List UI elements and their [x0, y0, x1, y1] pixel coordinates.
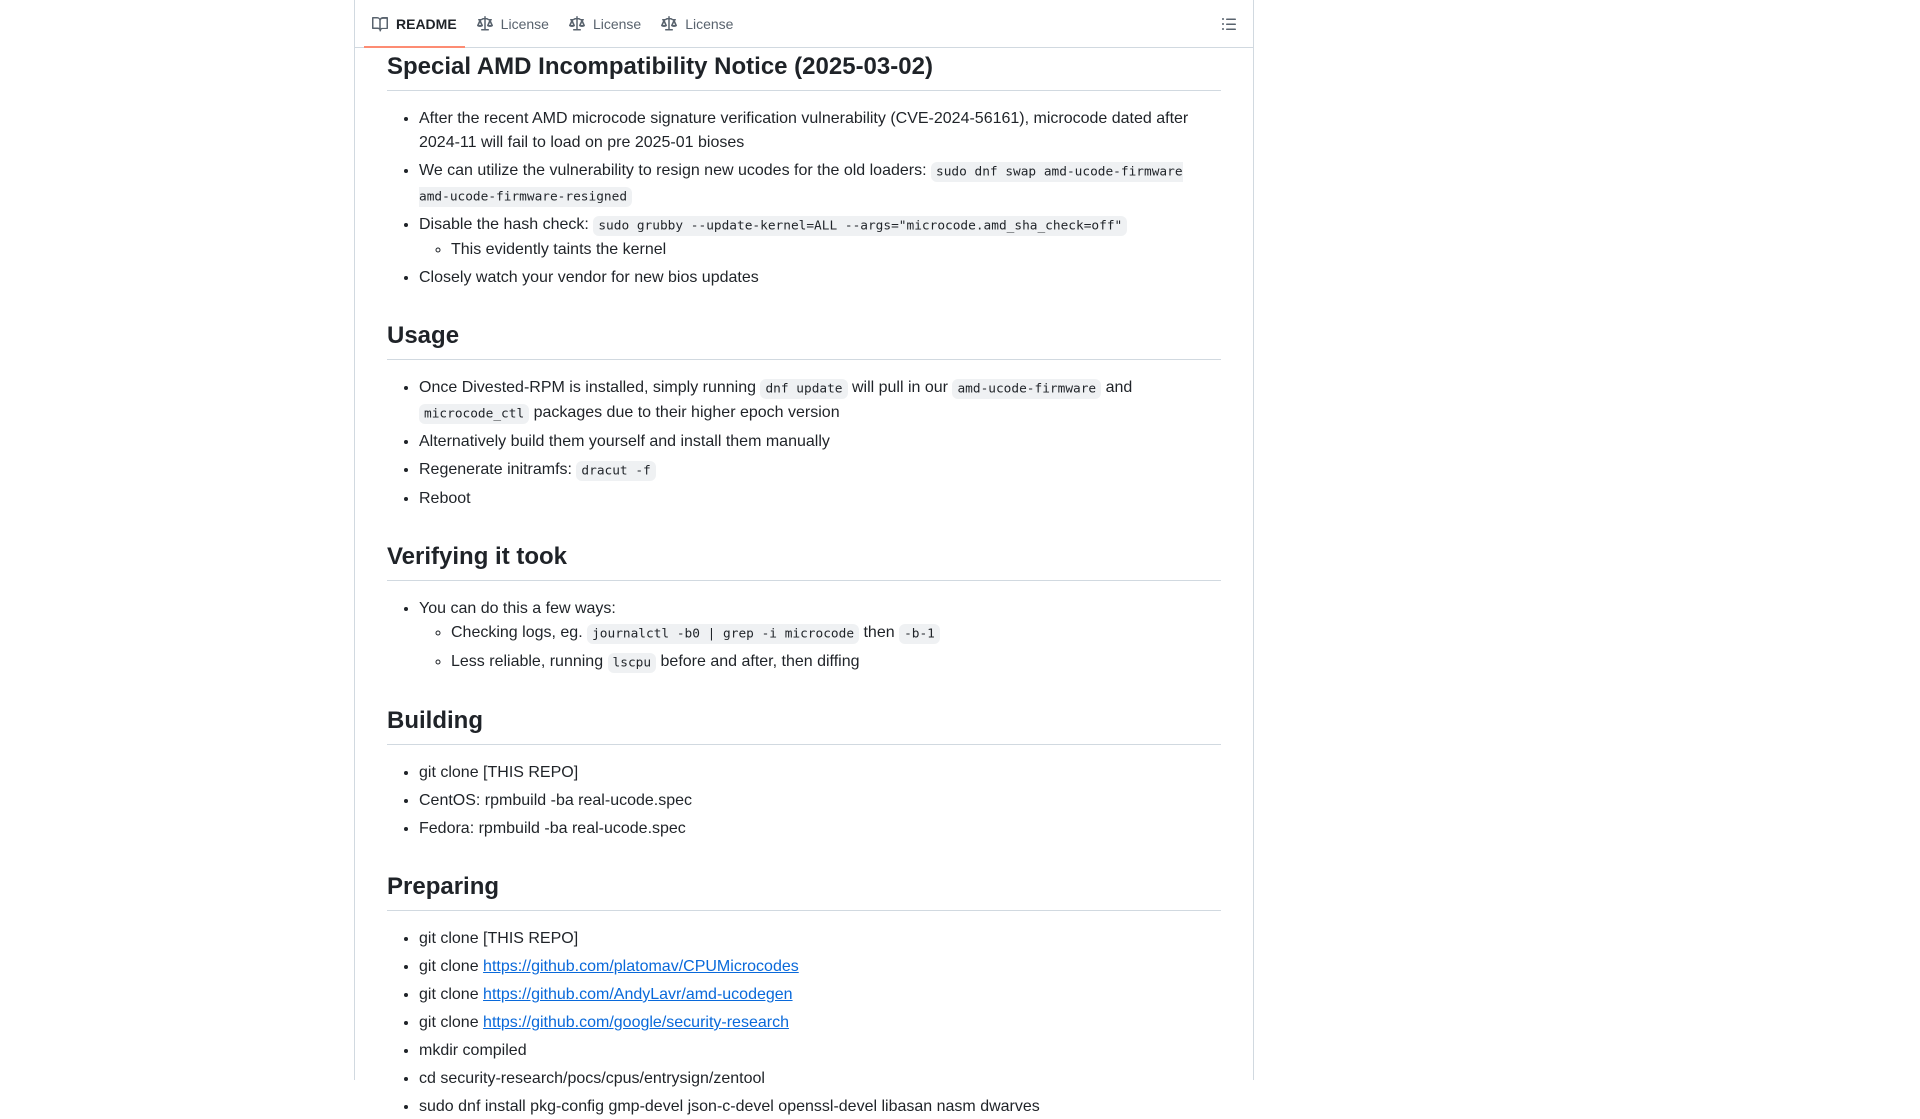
list-item: [419, 983, 1221, 1007]
list-text: packages due to their higher epoch version: [529, 404, 840, 421]
heading-verifying: Verifying it took: [387, 542, 1221, 581]
inline-code: lscpu: [608, 653, 657, 673]
list-text: We can utilize the vulnerability to resign new ucodes for the old loaders:: [419, 162, 931, 179]
list-text: and: [1101, 379, 1133, 396]
list-item: • Alternatively build them yourself and install them manually: [419, 430, 1221, 454]
inline-code: amd-ucode-firmware: [952, 379, 1101, 399]
list-text: then: [859, 624, 900, 641]
list-text: Less reliable, running: [451, 653, 608, 670]
building-list: [387, 761, 1221, 841]
sub-list-item: [451, 650, 1221, 675]
heading-building: Building: [387, 706, 1221, 745]
inline-code: -b-1: [899, 624, 940, 644]
heading-amd-notice: Special AMD Incompatibility Notice (2025-03-02): [387, 52, 1221, 91]
tab-license-1[interactable]: [469, 0, 557, 47]
list-item: [419, 213, 1221, 262]
list-item: [419, 159, 1221, 209]
law-icon: [477, 16, 493, 32]
verifying-list: [387, 597, 1221, 675]
preparing-list: [387, 927, 1221, 1119]
tab-license-label: License: [500, 15, 549, 32]
list-item: • Reboot: [419, 487, 1221, 511]
book-icon: [372, 16, 388, 32]
list-item: [419, 458, 1221, 483]
list-text: will pull in our: [847, 379, 953, 396]
amd-notice-list: [387, 107, 1221, 290]
law-icon: [661, 16, 677, 32]
list-item: • CentOS: rpmbuild -ba real-ucode.spec: [419, 789, 1221, 813]
readme-panel: [354, 0, 1254, 1115]
usage-list: [387, 376, 1221, 511]
list-item: • git clone [THIS REPO]: [419, 927, 1221, 951]
link-cpumicrocodes[interactable]: https://github.com/platomav/CPUMicrocodes: [483, 958, 799, 975]
link-amd-ucodegen[interactable]: https://github.com/AndyLavr/amd-ucodegen: [483, 986, 793, 1003]
list-text: git clone: [419, 986, 484, 1003]
list-text: git clone: [419, 958, 484, 975]
tab-readme-label: README: [396, 15, 457, 32]
tab-license-3[interactable]: [653, 0, 741, 47]
inline-code: dnf update: [760, 379, 847, 399]
list-item: [419, 955, 1221, 979]
inline-code: dracut -f: [576, 461, 655, 481]
list-item: [419, 376, 1221, 426]
tab-license-label: License: [592, 15, 642, 32]
list-text: before and after, then diffing: [656, 653, 860, 670]
list-text: You can do this a few ways:: [419, 600, 616, 617]
list-item: • mkdir compiled: [419, 1039, 1221, 1063]
link-security-research[interactable]: https://github.com/google/security-research: [483, 1014, 789, 1031]
list-item: • Fedora: rpmbuild -ba real-ucode.spec: [419, 817, 1221, 841]
list-text: Disable the hash check:: [419, 216, 594, 233]
list-item: • git clone [THIS REPO]: [419, 761, 1221, 785]
tab-license-2[interactable]: [561, 0, 649, 47]
list-text: git clone: [419, 1014, 484, 1031]
heading-preparing: Preparing: [387, 872, 1221, 911]
inline-code: microcode_ctl: [419, 404, 529, 424]
list-item: [419, 597, 1221, 675]
sub-list: [419, 238, 1221, 262]
heading-usage: Usage: [387, 321, 1221, 360]
sub-list: [419, 621, 1221, 675]
tab-readme[interactable]: [364, 0, 465, 47]
list-item: • Closely watch your vendor for new bios updates: [419, 266, 1221, 290]
outline-button[interactable]: [1213, 8, 1245, 40]
list-text: Regenerate initramfs:: [419, 461, 577, 478]
list-item: [419, 1011, 1221, 1035]
inline-code: sudo dnf swap amd-ucode-firmware amd-ucode-firmware-resigned: [419, 162, 1183, 207]
sub-list-item: ◦ This evidently taints the kernel: [451, 238, 1221, 262]
tab-license-label: License: [685, 15, 734, 32]
sub-list-item: [451, 621, 1221, 646]
readme-content: [355, 52, 1253, 1119]
list-item: • sudo dnf install pkg-config gmp-devel json-c-devel openssl-devel libasan nasm dwarves: [419, 1095, 1221, 1119]
list-text: Once Divested-RPM is installed, simply running: [419, 379, 761, 396]
list-item: • After the recent AMD microcode signature verification vulnerability (CVE-2024-56161), microcode dated after 2024-11 will fail to load on pre 2025-01 bioses: [419, 107, 1221, 155]
inline-code: sudo grubby --update-kernel=ALL --args="microcode.amd_sha_check=off": [593, 216, 1127, 236]
list-text: Checking logs, eg.: [451, 624, 588, 641]
file-tabs: [355, 0, 1253, 48]
list-unordered-icon: [1221, 16, 1237, 32]
list-item: • cd security-research/pocs/cpus/entrysign/zentool: [419, 1067, 1221, 1091]
inline-code: journalctl -b0 | grep -i microcode: [587, 624, 859, 644]
law-icon: [569, 16, 585, 32]
